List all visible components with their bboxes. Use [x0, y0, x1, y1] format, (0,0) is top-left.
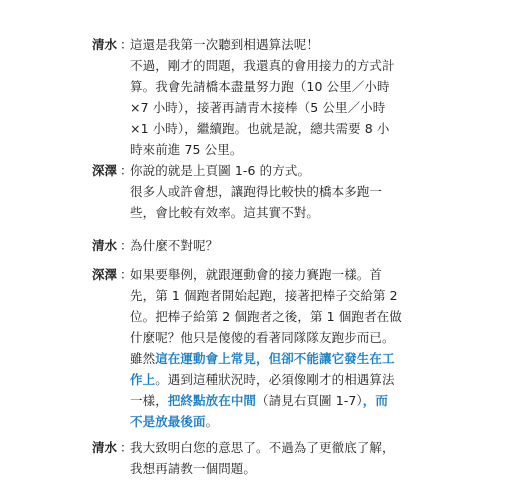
dialogue-line: [130, 97, 385, 118]
line-text: 。遇到這種狀況時，必須像剛才的相遇算法: [155, 372, 395, 387]
speaker-name: 清水: [92, 440, 118, 455]
dialogue-line: [130, 181, 382, 202]
dialogue-line: [130, 437, 395, 458]
line-text: 你說的就是上頁圖 1-6 的方式。: [130, 163, 311, 178]
line-text: 很多人或許會想，讓跑得比較快的橋本多跑一: [130, 184, 383, 199]
dialogue-line: [130, 34, 319, 55]
highlighted-text: ，而: [362, 393, 388, 408]
dialogue-line: [130, 160, 310, 181]
line-text: 位。把棒子給第 2 個跑者之後，第 1 個跑者在做: [130, 309, 402, 324]
dialogue-line: [130, 411, 218, 432]
dialogue-line: [130, 390, 388, 411]
speaker-colon: ：: [120, 37, 133, 52]
speaker-colon: ：: [120, 440, 133, 455]
highlighted-text: 不是放最後面: [130, 414, 206, 429]
dialogue-line: [130, 327, 395, 348]
line-text: 什麼呢？他只是傻傻的看著同隊隊友跑步而已。: [130, 330, 395, 345]
speaker-name: 清水: [92, 238, 118, 253]
line-text: ×7 小時），接著再請青木接棒（5 公里／小時: [130, 100, 386, 115]
highlighted-text: 作上: [130, 372, 156, 387]
dialogue-line: [130, 458, 256, 479]
dialogue-line: [130, 235, 218, 256]
dialogue-line: [130, 369, 395, 390]
line-text: 一樣，: [130, 393, 168, 408]
speaker-name: 清水: [92, 37, 118, 52]
speaker-name: 深澤: [92, 267, 118, 282]
line-text: 先，第 1 個跑者開始起跑，接著把棒子交給第 2: [130, 288, 398, 303]
highlighted-text: 把終點放在中間: [167, 393, 257, 408]
speaker-colon: ：: [120, 267, 133, 282]
dialogue-line: [130, 264, 382, 285]
dialogue-line: [130, 55, 395, 76]
highlighted-text: 這在運動會上常見，但卻不能讓它發生在工: [155, 351, 395, 366]
line-text: 算。我會先請橋本盡量努力跑（10 公里／小時: [130, 79, 390, 94]
line-text: 雖然: [130, 351, 156, 366]
line-text: ×1 小時），繼續跑。也就是說，總共需要 8 小: [130, 121, 390, 136]
line-text: （請見右頁圖 1-7）: [256, 393, 363, 408]
line-text: 不過，剛才的問題，我還真的會用接力的方式計: [130, 58, 395, 73]
dialogue-line: [130, 76, 390, 97]
speaker-colon: ：: [120, 238, 133, 253]
dialogue-line: [130, 202, 319, 223]
line-text: 。: [205, 414, 219, 429]
dialogue-line: [130, 285, 398, 306]
dialogue-line: [130, 118, 389, 139]
dialogue-line: [130, 348, 395, 369]
line-text: 時來前進 75 公里。: [130, 142, 243, 157]
line-text: 些，會比較有效率。這其實不對。: [130, 205, 320, 220]
speaker-name: 深澤: [92, 163, 118, 178]
line-text: 如果要舉例，就跟運動會的接力賽跑一樣。首: [130, 267, 383, 282]
line-text: 我想再請教一個問題。: [130, 461, 257, 476]
dialogue-line: [130, 306, 402, 327]
line-text: 這還是我第一次聽到相遇算法呢！: [130, 37, 320, 52]
dialogue-line: [130, 139, 242, 160]
speaker-colon: ：: [120, 163, 133, 178]
line-text: 為什麼不對呢？: [130, 238, 219, 253]
line-text: 我大致明白您的意思了。不過為了更徹底了解，: [130, 440, 395, 455]
